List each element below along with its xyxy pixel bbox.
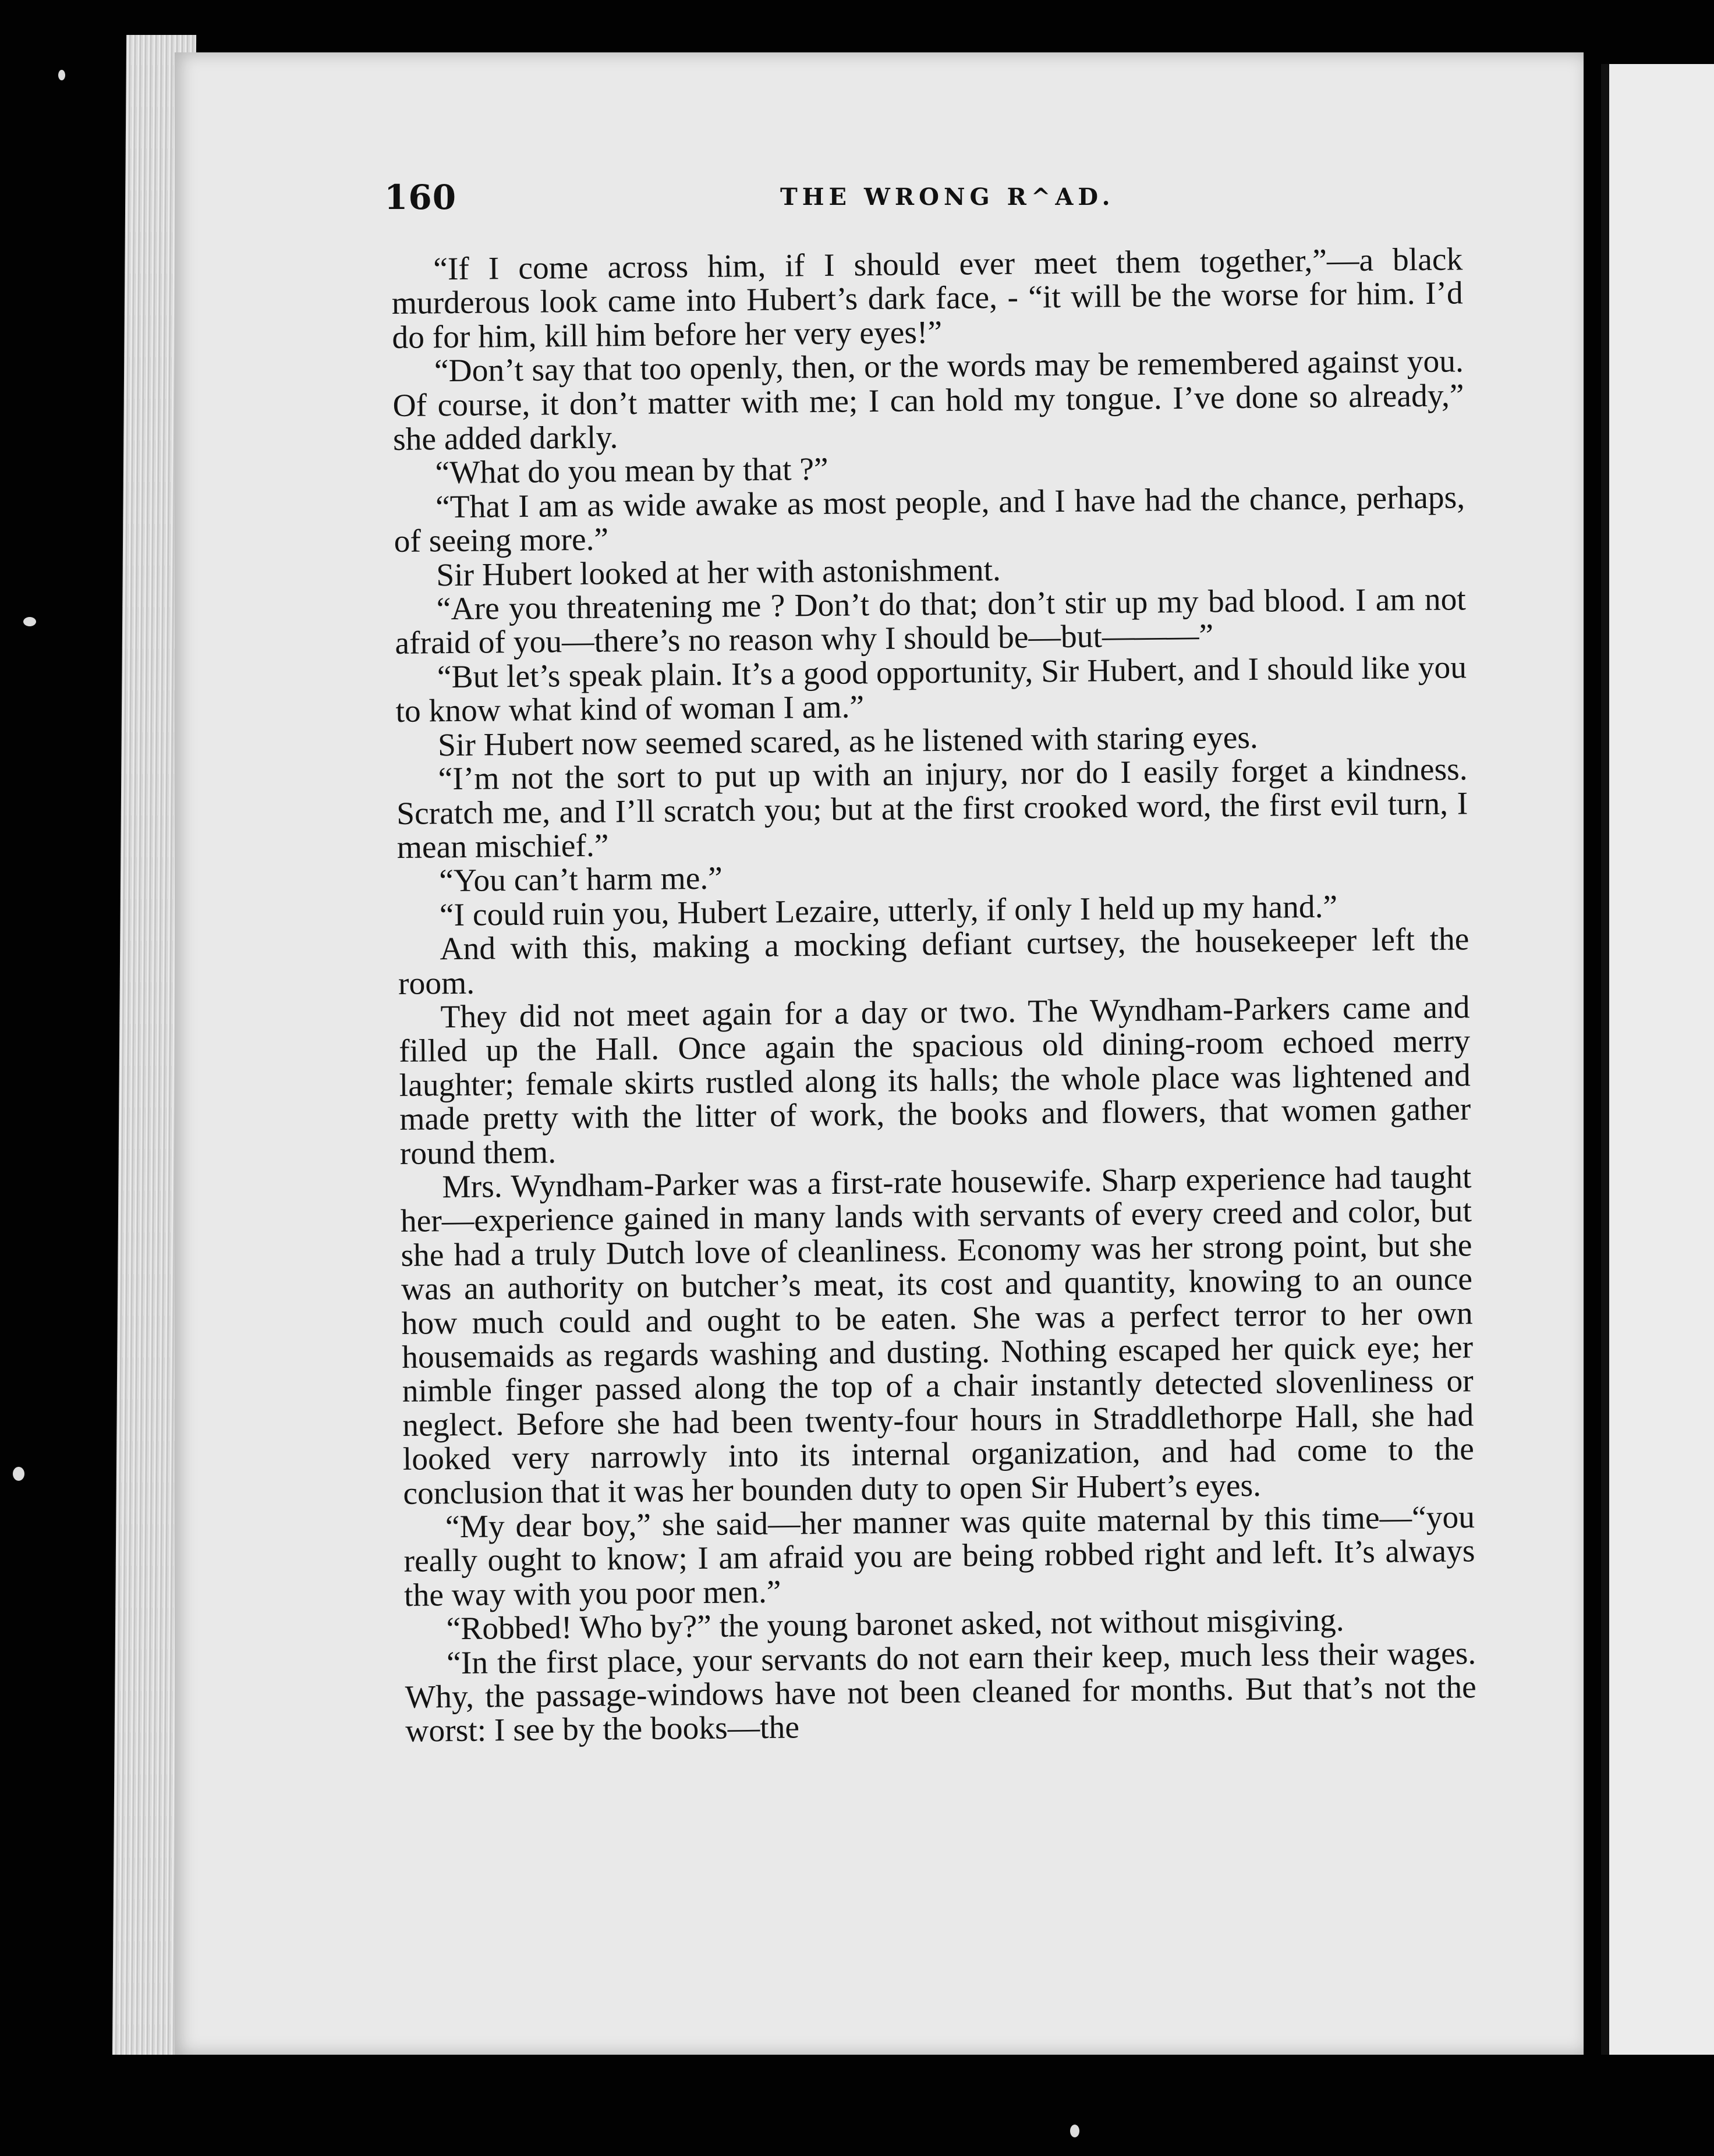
paragraph: “If I come across him, if I should ever meet them together,”—a black murderous look came into Hubert’s dark face, - “it will be the worse for him. I’d do for him, kill him before her very eyes!” — [391, 242, 1464, 356]
running-head — [384, 178, 1409, 230]
paragraph: “Are you threatening me ? Don’t do that; don’t stir up my bad blood. I am not afraid of you—there’s no reason why I should be—but———” — [395, 581, 1467, 662]
scan-speck — [23, 617, 36, 626]
paragraph: Sir Hubert looked at her with astonishment. — [436, 552, 1001, 593]
scan-speck — [13, 1467, 24, 1481]
scan-speck — [58, 70, 65, 80]
page-number: 160 — [384, 178, 457, 217]
paragraph: “But let’s speak plain. It’s a good opportunity, Sir Hubert, and I should like you to know what kind of woman I am.” — [395, 650, 1467, 730]
paragraph: And with this, making a mocking defiant curtsey, the housekeeper left the room. — [398, 921, 1469, 1002]
paragraph: “You can’t harm me.” — [439, 860, 723, 899]
paragraph: “My dear boy,” she said—her manner was quite maternal by this time—“you really ought to know; I am afraid you are being robbed right and left. It’s always the way with you poor men.” — [403, 1499, 1475, 1614]
paragraph: They did not meet again for a day or two. The Wyndham-Parkers came and filled up the Hall. Once again the spacious old dining-room echoed merry laughter; female skirts rustled along its halls; the whole place was lightened and made pretty with the litter of work, the books and flowers, that women gather round them. — [398, 990, 1471, 1172]
paragraph: “Don’t say that too openly, then, or the words may be remembered against you. Of course, it don’t matter with me; I can hold my tongue. I’ve done so already,” she added darkly. — [392, 343, 1464, 458]
paragraph: Sir Hubert now seemed scared, as he listened with staring eyes. — [437, 719, 1259, 763]
paragraph: Mrs. Wyndham-Parker was a first-rate housewife. Sharp experience had taught her—experience gained in many lands with servants of every creed and color, but she had a truly Dutch love of cleanliness. Economy was her strong point, but she was an authority on butcher’s meat, its cost and quantity, knowing to an ounce how much could and ought to be eaten. She was a perfect terror to her own housemaids as regards washing and dusting. Nothing escaped her quick eye; her nimble finger passed along the top of a chair instantly detected slovenliness or neglect. Before she had been twenty-four hours in Straddlethorpe Hall, she had looked very narrowly into its internal organization, and had come to the conclusion that it was her bounden duty to open Sir Hubert’s eyes. — [400, 1159, 1475, 1512]
body-text — [391, 243, 1477, 1749]
facing-page-edge — [1601, 64, 1714, 2055]
running-title: THE WRONG R^AD. — [780, 183, 1115, 211]
scan-speck — [1070, 2125, 1079, 2137]
paragraph: “What do you mean by that ?” — [435, 452, 828, 491]
paragraph: “Robbed! Who by?” the young baronet asked, not without misgiving. — [446, 1602, 1344, 1647]
paragraph: “I could ruin you, Hubert Lezaire, utterly, if only I held up my hand.” — [439, 889, 1338, 933]
paragraph: “I’m not the sort to put up with an injury, nor do I easily forget a kindness. Scratch me, and I’ll scratch you; but at the first crooked word, the first evil turn, I mean mischief.” — [396, 751, 1468, 866]
paragraph: “That I am as wide awake as most people, and I have had the chance, perhaps, of seeing more.” — [394, 480, 1465, 560]
paragraph: “In the first place, your servants do not earn their keep, much less their wages. Why, the passage-windows have not been cleaned for months. But that’s not the worst: I see by the books—the — [405, 1635, 1477, 1750]
